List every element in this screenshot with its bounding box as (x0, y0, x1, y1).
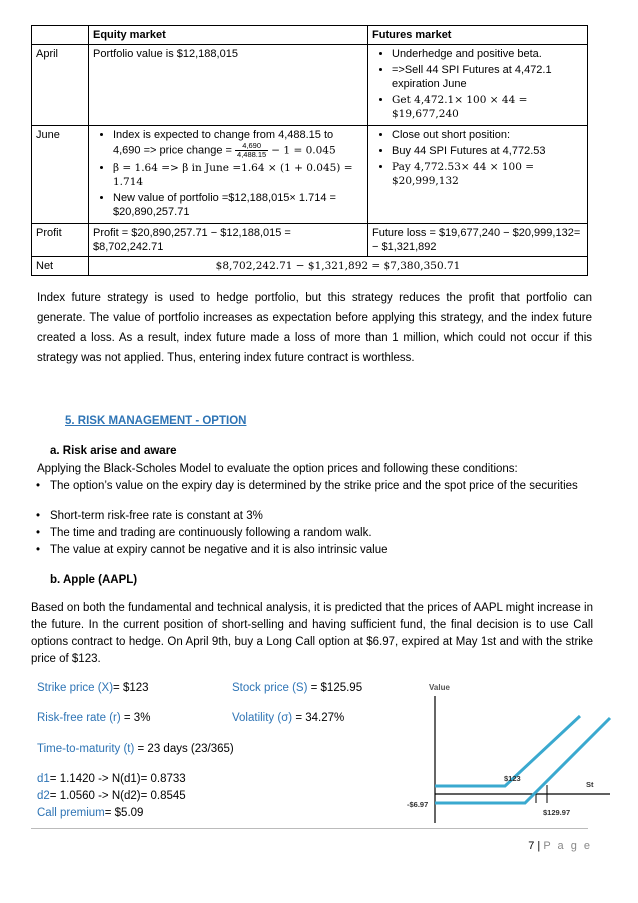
param-value: = 3% (120, 712, 151, 724)
subheading-risk-arise: a. Risk arise and aware (50, 445, 177, 457)
condition-item (36, 526, 610, 541)
param-value: = $123 (113, 682, 149, 694)
row-label-net: Net (32, 257, 89, 276)
param-d1 (37, 773, 186, 785)
page-word: P a g e (543, 840, 592, 852)
list-item (113, 128, 363, 159)
param-label: Risk-free rate (r) (37, 712, 121, 724)
payoff-diagram (395, 678, 620, 823)
june-equity (89, 126, 368, 224)
list-item: • =>Sell 44 SPI Futures at 4,472.1 expiration June (392, 63, 583, 91)
paragraph-apple-strategy: Based on both the fundamental and technical analysis, it is predicted that the prices of AAPL might increase in the future. In the current position of short-selling and having sufficient fund, the final decision is to use Call options contract to hedge. On April 9th, buy a Long Call option at $6.97, expired at May 1st and with the strike price of $123. (31, 602, 593, 665)
param-ttm (37, 743, 234, 755)
payoff-line-lower (435, 718, 610, 803)
row-label-profit: Profit (32, 224, 89, 257)
premium-label: -$6.97 (407, 800, 429, 809)
equity-header: Equity market (89, 26, 368, 45)
param-label: Stock price (S) (232, 682, 308, 694)
list-item: • β = 1.64 => β in June =1.64 × (1 + 0.045) = 1.714 (113, 161, 363, 189)
page-number: 7 (528, 840, 535, 852)
list-item: • Pay 4,772.53× 44 × 100 = $20,999,132 (392, 160, 583, 188)
profit-futures: Future loss = $19,677,240 − $20,999,132= − $1,321,892 (368, 224, 588, 257)
param-value: = $125.95 (307, 682, 363, 694)
list-item: • Buy 44 SPI Futures at 4,772.53 (392, 144, 583, 158)
y-axis-label: Value (429, 683, 450, 692)
bullet-icon: • (36, 544, 41, 556)
param-label: d1 (37, 773, 50, 785)
page-footer (528, 840, 592, 852)
list-item: • Get 4,472.1× 100 × 44 = $19,677,240 (392, 93, 583, 121)
intro-black-scholes: Applying the Black-Scholes Model to evaluate the option prices and following these conditions: (37, 463, 518, 475)
paragraph-hedge-conclusion: Index future strategy is used to hedge portfolio, but this strategy reduces the profit that portfolio can generate. The value of portfolio increases as expectation before applying this strategy, and the index future created a loss. As a result, index future made a loss of more than 1 million, which could not occur if this strategy was not applied. Thus, entering index future contract is worthless. (37, 292, 592, 364)
param-value: = 1.0560 -> N(d2)= 0.8545 (49, 790, 186, 802)
footer-divider (31, 828, 588, 829)
condition-text: The value at expiry cannot be negative and it is also intrinsic value (50, 544, 388, 556)
param-label: Call premium (37, 807, 105, 819)
june-futures (368, 126, 588, 224)
param-stock (232, 682, 362, 694)
condition-text: The option’s value on the expiry day is determined by the strike price and the spot price of the securities (50, 480, 578, 492)
price-change-text: Index is expected to change from 4,488.15 to 4,690 => price change = (113, 129, 334, 157)
list-item: • Close out short position: (392, 128, 583, 142)
footer-separator: | (537, 840, 541, 852)
row-label-april: April (32, 45, 89, 126)
hedge-table (31, 25, 588, 276)
param-label: d2 (37, 790, 50, 802)
param-value: = 1.1420 -> N(d1)= 0.8733 (49, 773, 186, 785)
param-value: = 34.27% (292, 712, 345, 724)
row-label-june: June (32, 126, 89, 224)
x-axis-label: St (586, 780, 594, 789)
subheading-apple: b. Apple (AAPL) (50, 574, 138, 586)
fraction-numerator: 4,690 (235, 142, 268, 151)
param-risk-free (37, 712, 150, 724)
april-futures (368, 45, 588, 126)
param-value: = 23 days (23/365) (134, 743, 234, 755)
net-value: $8,702,242.71 − $1,321,892 = $7,380,350.71 (89, 257, 588, 276)
breakeven-label: $129.97 (543, 808, 571, 817)
condition-text: The time and trading are continuously following a random walk. (50, 527, 372, 539)
fraction (235, 142, 268, 159)
param-value: = $5.09 (104, 807, 144, 819)
bullet-icon: • (36, 527, 41, 539)
april-equity: Portfolio value is $12,188,015 (89, 45, 368, 126)
condition-item (36, 543, 610, 558)
list-item: • New value of portfolio =$12,188,015× 1.714 = $20,890,257.71 (113, 191, 363, 219)
condition-item (36, 509, 610, 524)
param-strike (37, 682, 149, 694)
param-d2 (37, 790, 186, 802)
condition-text: Short-term risk-free rate is constant at 3% (50, 510, 263, 522)
param-volatility (232, 712, 344, 724)
bullet-icon: • (36, 510, 41, 522)
param-label: Volatility (σ) (232, 712, 293, 724)
param-label: Time-to-maturity (t) (37, 743, 135, 755)
strike-label: $123 (504, 774, 521, 783)
profit-equity: Profit = $20,890,257.71 − $12,188,015 = $8,702,242.71 (89, 224, 368, 257)
param-label: Strike price (X) (37, 682, 114, 694)
futures-header: Futures market (368, 26, 588, 45)
section-heading-risk-management: 5. RISK MANAGEMENT - OPTION (65, 415, 247, 427)
list-item: • Underhedge and positive beta. (392, 47, 583, 61)
condition-item (36, 479, 607, 494)
bullet-icon: • (36, 480, 41, 492)
param-premium (37, 807, 143, 819)
price-change-result: − 1 = 0.045 (271, 144, 336, 157)
table-corner (32, 26, 89, 45)
fraction-denominator: 4,488.15 (237, 150, 267, 159)
